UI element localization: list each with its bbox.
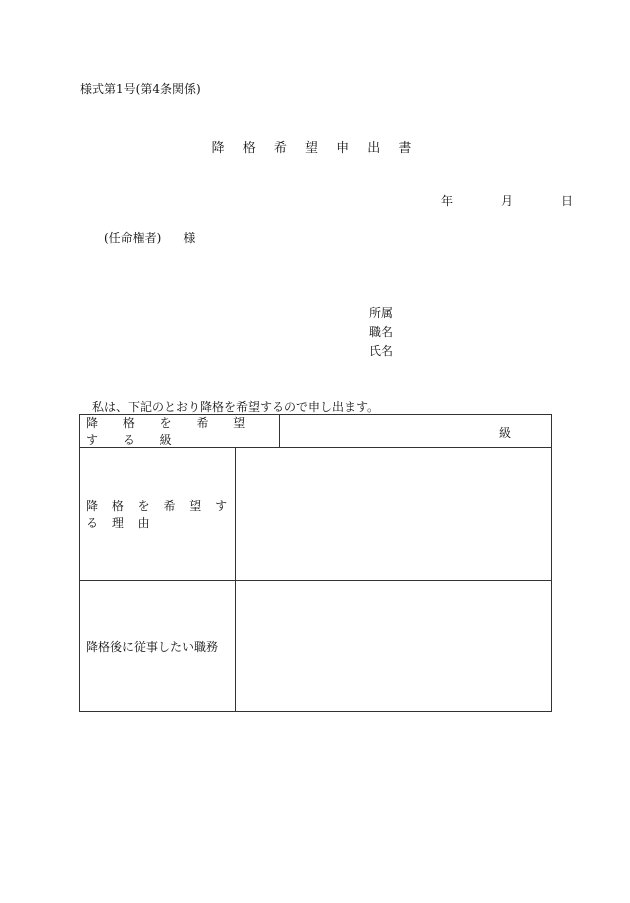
statement-text: 私は、下記のとおり降格を希望するので申し出ます。 (92, 400, 380, 414)
date-line (441, 192, 573, 209)
document-title: 降 格 希 望 申 出 書 (211, 141, 419, 156)
date-month-label: 月 (501, 194, 514, 208)
form-number: 様式第1号(第4条関係) (80, 82, 201, 96)
desired-grade-row (80, 415, 551, 448)
date-day-label: 日 (561, 194, 574, 208)
reason-field[interactable] (236, 448, 551, 580)
post-duty-field[interactable] (236, 581, 551, 712)
appointing-authority-label: (任命権者) (104, 231, 162, 245)
honorific-label: 様 (183, 231, 196, 245)
date-year-label: 年 (441, 194, 454, 208)
position-label: 職名 (369, 325, 394, 339)
applicant-block (369, 304, 393, 361)
post-duty-row (80, 581, 551, 712)
reason-label: 降 格 を 希 望 す る 理 由 (80, 448, 236, 580)
desired-grade-field[interactable] (280, 415, 551, 447)
addressee-line (104, 229, 195, 246)
reason-row (80, 448, 551, 581)
grade-suffix-label: 級 (498, 426, 511, 440)
name-label: 氏名 (369, 344, 394, 358)
affiliation-label: 所属 (369, 306, 394, 320)
application-form-table (79, 414, 552, 712)
post-duty-label: 降格後に従事したい職務 (80, 581, 236, 712)
desired-grade-label: 降 格 を 希 望 す る 級 (80, 415, 280, 447)
